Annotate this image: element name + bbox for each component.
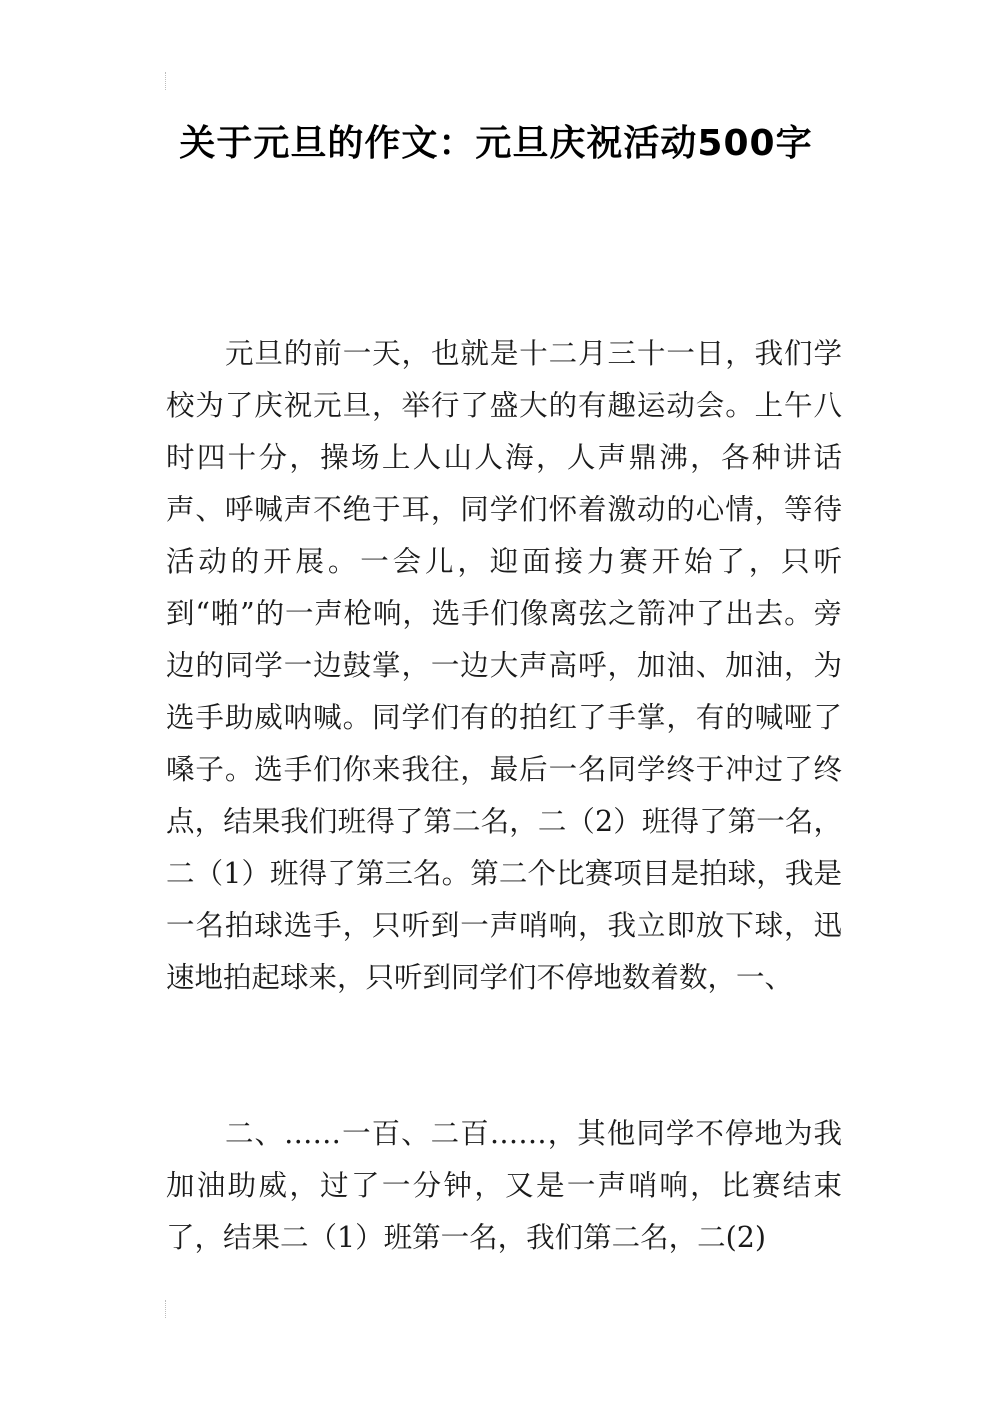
- body-paragraph-1: 元旦的前一天，也就是十二月三十一日，我们学校为了庆祝元旦，举行了盛大的有趣运动会。上午八时四十分，操场上人山人海，人声鼎沸，各种讲话声、呼喊声不绝于耳，同学们怀着激动的心情，等待活动的开展。一会儿，迎面接力赛开始了，只听到“啪”的一声枪响，选手们像离弦之箭冲了出去。旁边的同学一边鼓掌，一边大声高呼，加油、加油，为选手助威呐喊。同学们有的拍红了手掌，有的喊哑了嗓子。选手们你来我往，最后一名同学终于冲过了终点，结果我们班得了第二名，二（2）班得了第一名，二（1）班得了第三名。第二个比赛项目是拍球，我是一名拍球选手，只听到一声哨响，我立即放下球，迅速地拍起球来，只听到同学们不停地数着数，一、: [166, 337, 842, 994]
- page-title: 关于元旦的作文：元旦庆祝活动500字: [179, 123, 813, 164]
- page-corner-mark-bottom: [165, 1300, 167, 1318]
- page-corner-mark-top: [165, 72, 167, 90]
- body-paragraph-2: 二、……一百、二百……，其他同学不停地为我加油助威，过了一分钟，又是一声哨响，比赛结束了，结果二（1）班第一名，我们第二名，二(2): [166, 1117, 842, 1254]
